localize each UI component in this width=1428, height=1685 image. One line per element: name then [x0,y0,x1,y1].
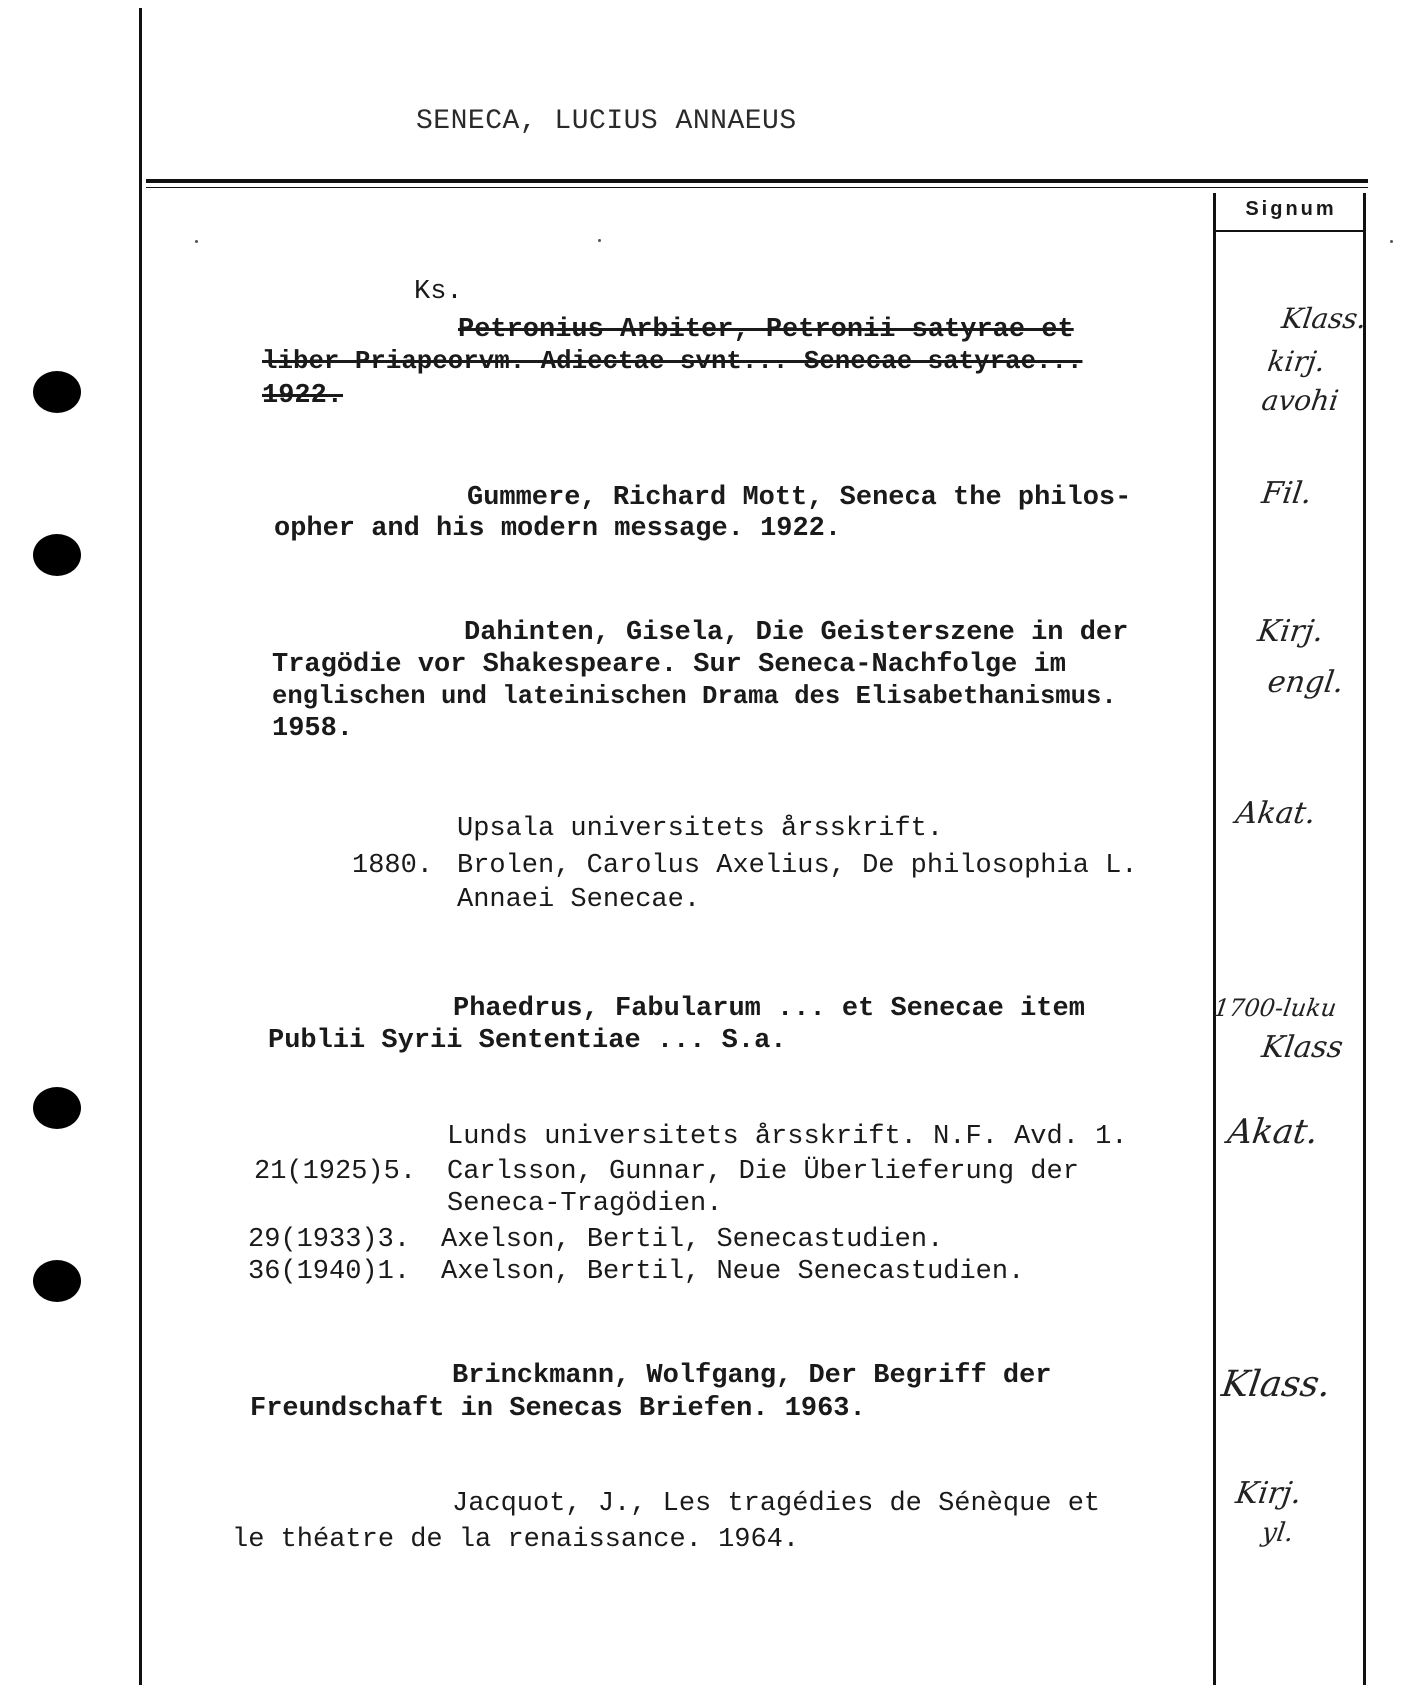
left-margin-rule [139,8,142,1685]
entry-line: Dahinten, Gisela, Die Geisterszene in der [464,618,1129,648]
entry-line: le théatre de la renaissance. 1964. [232,1525,800,1555]
signum-note: Kirj. [1255,614,1326,649]
entry-line: englischen und lateinischen Drama des Elisabethanismus. [272,682,1117,711]
signum-note: Klass. [1279,302,1369,335]
entry-line: Axelson, Bertil, Neue Senecastudien. [441,1257,1025,1287]
signum-note: yl. [1259,1518,1296,1548]
signum-note: Akat. [1233,796,1318,831]
signum-note: kirj. [1265,345,1328,378]
entry-line: Carlsson, Gunnar, Die Überlieferung der [447,1157,1079,1187]
entry-line: Gummere, Richard Mott, Seneca the philos- [467,483,1132,513]
struck-entry-line: 1922. [262,381,344,411]
signum-note: 1700-luku [1212,994,1339,1022]
punch-hole [33,1087,81,1129]
signum-note: avohi [1259,384,1341,417]
entry-line: Lunds universitets årsskrift. N.F. Avd. 1. [447,1122,1128,1152]
punch-hole [33,1260,81,1302]
signum-note: Akat. [1225,1112,1321,1152]
entry-line: Jacquot, J., Les tragédies de Sénèque et [452,1489,1101,1519]
punch-hole [33,534,81,576]
entry-number: 1880. [352,851,434,881]
entry-line: opher and his modern message. 1922. [274,514,842,544]
entry-line: Seneca-Tragödien. [447,1189,723,1219]
card-heading: SENECA, LUCIUS ANNAEUS [416,106,797,137]
header-rule-thin [146,187,1368,188]
entry-prefix: Ks. [414,277,463,307]
entry-number: 29(1933)3. [248,1225,411,1255]
entry-line: Upsala universitets årsskrift. [457,814,944,844]
entry-line: Phaedrus, Fabularum ... et Senecae item [453,994,1085,1024]
signum-column-header: Signum [1245,198,1337,220]
entry-number: 21(1925)5. [254,1157,417,1187]
speck [195,240,198,243]
entry-line: Axelson, Bertil, Senecastudien. [441,1225,944,1255]
speck [1390,240,1393,243]
entry-line: Brolen, Carolus Axelius, De philosophia L. [457,851,1138,881]
signum-note: Fil. [1259,476,1315,511]
entry-line: Annaei Senecae. [457,885,701,915]
entry-line: 1958. [272,714,354,744]
entry-line: Brinckmann, Wolfgang, Der Begriff der [452,1361,1052,1391]
signum-note: Klass [1259,1030,1346,1065]
struck-entry-line: liber Priapeorvm. Adiectae svnt... Senecae satyrae... [262,347,1083,376]
entry-line: Tragödie vor Shakespeare. Sur Seneca-Nachfolge im [272,650,1066,680]
header-rule [146,179,1368,183]
signum-note: Kirj. [1233,1476,1304,1511]
entry-number: 36(1940)1. [248,1257,411,1287]
signum-header-rule [1215,230,1365,232]
signum-column-rule-left [1213,193,1216,1685]
punch-hole [33,371,81,413]
signum-column-rule-right [1363,193,1366,1685]
signum-note: Klass. [1219,1364,1334,1405]
entry-line: Publii Syrii Sententiae ... S.a. [268,1026,787,1056]
entry-line: Freundschaft in Senecas Briefen. 1963. [250,1394,866,1424]
speck [598,239,601,242]
signum-note: engl. [1265,665,1346,700]
struck-entry-line: Petronius Arbiter, Petronii satyrae et [458,315,1074,345]
